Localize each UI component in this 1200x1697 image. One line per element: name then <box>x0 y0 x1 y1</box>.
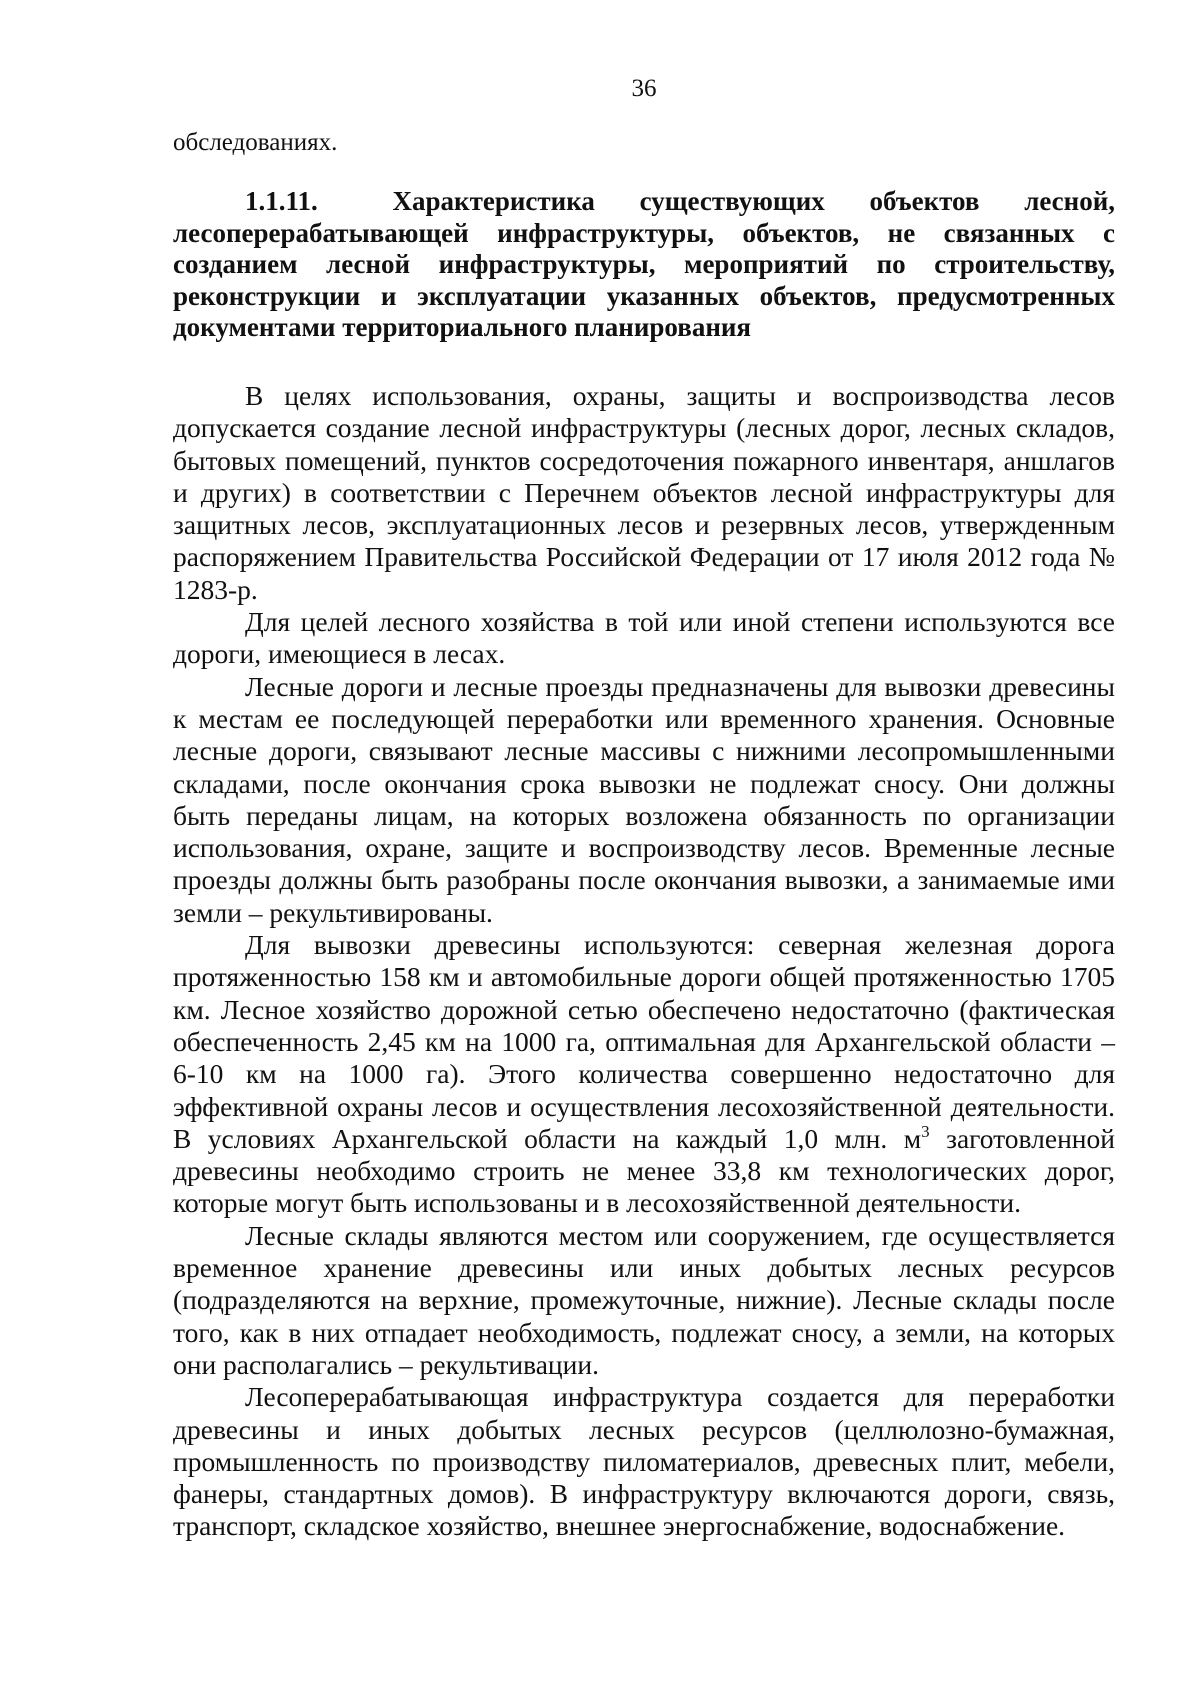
section-heading <box>173 186 1115 344</box>
carry-over-text: обследованиях. <box>173 129 338 156</box>
paragraph: В целях использования, охраны, защиты и воспроизводства лесов допускается создание лесной инфраструктуры (лесных дорог, лесных складов, бытовых помещений, пунктов сосредоточения пожарного инвентаря, аншлагов и других) в соответствии с Перечнем объектов лесной инфраструктуры для защитных лесов, эксплуатационных лесов и резервных лесов, утвержденным распоряжением Правительства Российской Федерации от 17 июля 2012 года № 1283-р. <box>173 380 1115 605</box>
body-text <box>173 380 1115 1543</box>
paragraph-text: заготовленной древесины необходимо строить не менее 33,8 км технологических дорог, которые могут быть использованы и в лесохозяйственной деятельности. <box>173 1122 1115 1219</box>
paragraph: Для целей лесного хозяйства в той или иной степени используются все дороги, имеющиеся в лесах. <box>173 606 1115 670</box>
paragraph-text: Для вывозки древесины используются: северная железная дорога протяженностью 158 км и автомобильные дороги общей протяженностью 1705 км. Лесное хозяйство дорожной сетью обеспечено недостаточно (фактическая обеспеченность 2,45 км на 1000 га, оптимальная для Архангельской области – 6-10 км на 1000 га). Этого количества совершенно недостаточно для эффективной охраны лесов и осуществления лесохозяйственной деятельности. В условиях Архангельской области на каждый 1,0 млн. м <box>173 929 1115 1154</box>
paragraph: Лесоперерабатывающая инфраструктура создается для переработки древесины и иных добытых лесных ресурсов (целлюлозно-бумажная, промышленность по производству пиломатериалов, древесных плит, мебели, фанеры, стандартных домов). В инфраструктуру включаются дороги, связь, транспорт, складское хозяйство, внешнее энергоснабжение, водоснабжение. <box>173 1381 1115 1542</box>
page-number: 36 <box>631 75 657 102</box>
paragraph: Лесные склады являются местом или сооружением, где осуществляется временное хранение древесины или иных добытых лесных ресурсов (подразделяются на верхние, промежуточные, нижние). Лесные склады после того, как в них отпадает необходимость, подлежат сносу, а земли, на которых они располагались – рекультивации. <box>173 1219 1115 1380</box>
section-number: 1.1.11. <box>245 186 318 216</box>
superscript: 3 <box>921 1121 930 1141</box>
section-title: Характеристика существующих объектов лесной, лесоперерабатывающей инфраструктуры, объектов, не связанных с созданием лесной инфраструктуры, мероприятий по строительству, реконструкции и эксплуатации указанных объектов, предусмотренных документами территориального планирования <box>173 186 1116 342</box>
paragraph <box>173 929 1115 1220</box>
paragraph: Лесные дороги и лесные проезды предназначены для вывозки древесины к местам ее последующей переработки или временного хранения. Основные лесные дороги, связывают лесные массивы с нижними лесопромышленными складами, после окончания срока вывозки не подлежат сносу. Они должны быть переданы лицам, на которых возложена обязанность по организации использования, охране, защите и воспроизводству лесов. Временные лесные проезды должны быть разобраны после окончания вывозки, а занимаемые ими земли – рекультивированы. <box>173 670 1115 928</box>
